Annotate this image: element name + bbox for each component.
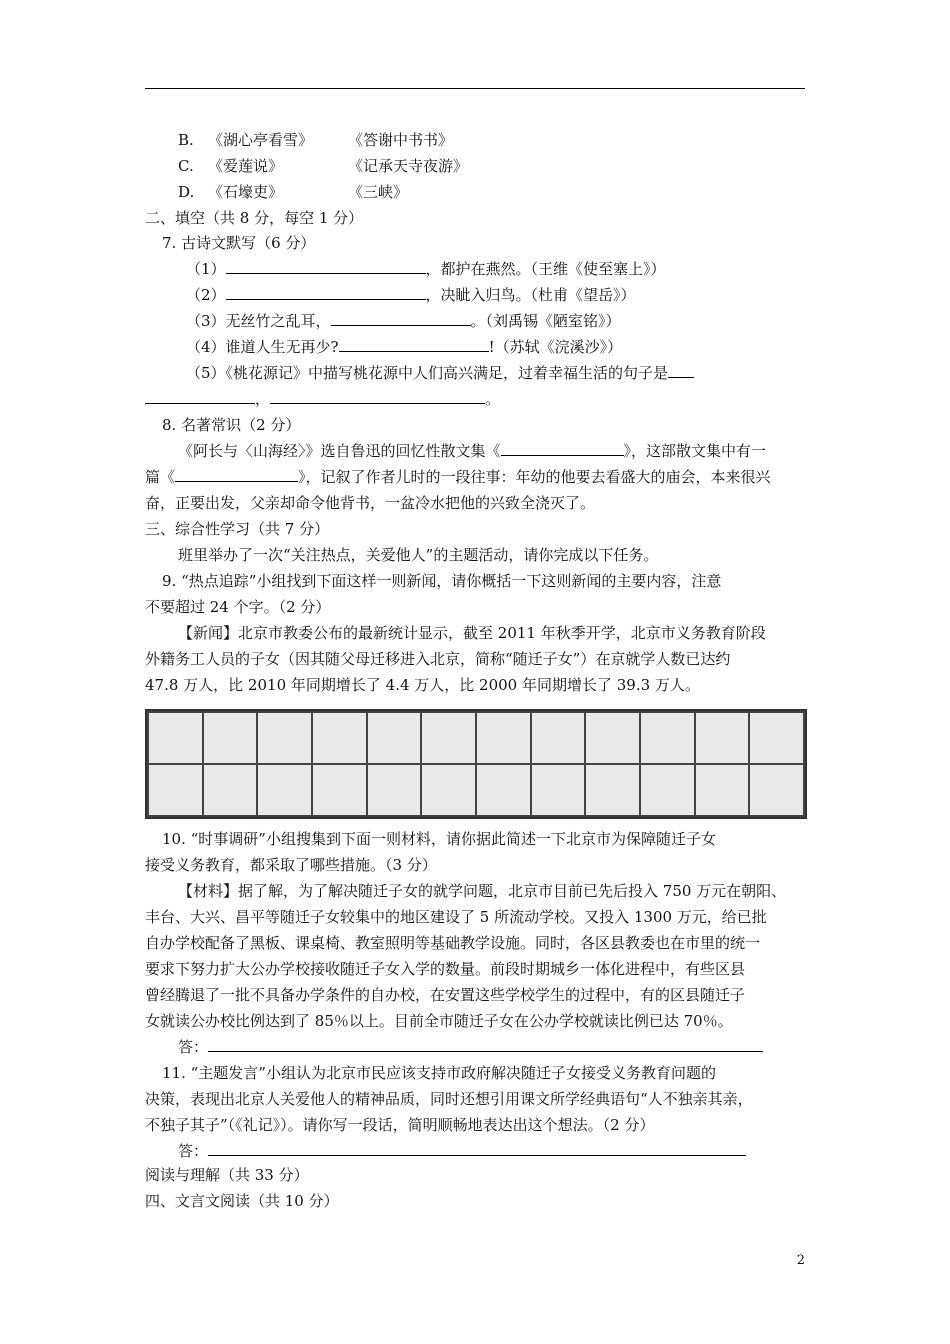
choice-option: 《答谢中书书》 [348, 131, 454, 149]
item-text: 。（刘禹锡《陋室铭》） [470, 312, 621, 330]
question-11-line-2: 决策，表现出北京人关爱他人的精神品质，同时还想引用课文所学经典语句“人不独亲其亲， [145, 1090, 753, 1108]
reading-heading: 阅读与理解（共 33 分） [145, 1166, 309, 1184]
item-text: 《阿长与〈山海经〉》选自鲁迅的回忆性散文集《 [178, 442, 501, 460]
answer-blank[interactable] [339, 335, 489, 352]
question-8: 8. 名著常识（2 分） [162, 416, 301, 434]
question-10-line-2: 接受义务教育，都采取了哪些措施。（3 分） [145, 856, 437, 874]
item-text: ，都护在燕然。（王维《使至塞上》） [425, 260, 666, 278]
q7-item-3 [186, 309, 621, 333]
q7-item-1 [186, 257, 666, 281]
question-9-line-1: 9. “热点追踪”小组找到下面这样一则新闻，请你概括一下这则新闻的主要内容，注意 [162, 572, 722, 590]
section-2-heading: 二、填空（共 8 分，每空 1 分） [145, 209, 364, 227]
item-number: （2） [186, 286, 226, 304]
answer-blank[interactable] [208, 1035, 763, 1052]
q7-item-4 [186, 335, 622, 359]
section-3-intro: 班里举办了一次“关注热点，关爱他人”的主题活动，请你完成以下任务。 [178, 546, 659, 564]
answer-blank[interactable] [175, 465, 298, 482]
answer-blank[interactable] [668, 361, 694, 378]
question-11-line-1: 11. “主题发言”小组认为北京市民应该支持市政府解决随迁子女接受义务教育问题的 [162, 1064, 716, 1082]
choice-option: 《记承天寺夜游》 [348, 157, 469, 175]
answer-blank[interactable] [501, 439, 624, 456]
material-line-4: 要求下努力扩大公办学校接收随迁子女入学的数量。前段时期城乡一体化进程中，有些区县 [145, 960, 746, 978]
q7-item-2 [186, 283, 636, 307]
answer-blank[interactable] [208, 1139, 746, 1156]
choice-option: 《湖心亭看雪》 [208, 131, 314, 149]
material-line-2: 丰台、大兴、昌平等随迁子女较集中的地区建设了 5 所流动学校。又投入 1300 万元，给已批 [145, 908, 767, 926]
section-4-heading: 四、文言文阅读（共 10 分） [145, 1192, 339, 1210]
news-line-2: 外籍务工人员的子女（因其随父母迁移进入北京，简称“随迁子女”）在京就学人数已达约 [145, 650, 731, 668]
choice-b [178, 128, 454, 152]
item-text: 》，记叙了作者儿时的一段往事：年幼的他要去看盛大的庙会，本来很兴 [298, 468, 771, 486]
choice-option: 《三峡》 [348, 183, 409, 201]
item-text: （4）谁道人生无再少? [186, 338, 339, 356]
question-11-line-3: 不独子其子”（《礼记》）。请你写一段话，简明顺畅地表达出这个想法。（2 分） [145, 1116, 655, 1134]
news-line-3: 47.8 万人，比 2010 年同期增长了 4.4 万人，比 2000 年同期增长了 39.3 万人。 [145, 676, 700, 694]
material-line-1: 【材料】据了解，为了解决随迁子女的就学问题，北京市目前已先后投入 750 万元在朝阳、 [178, 882, 787, 900]
news-line-1: 【新闻】北京市教委公布的最新统计显示，截至 2011 年秋季开学，北京市义务教育阶段 [178, 624, 766, 642]
answer-blank[interactable] [270, 387, 485, 404]
q10-answer [178, 1035, 763, 1059]
q8-line-3: 奋，正要出发，父亲却命令他背书，一盆冷水把他的兴致全浇灭了。 [145, 494, 596, 512]
item-text: 篇《 [145, 468, 176, 486]
q11-answer [178, 1139, 746, 1163]
answer-grid[interactable] [145, 709, 807, 819]
choice-option: 《石壕吏》 [208, 183, 284, 201]
choice-label: D. [178, 183, 195, 201]
item-number: （1） [186, 260, 226, 278]
item-text: 。 [485, 390, 501, 408]
choice-label: B. [178, 131, 194, 149]
item-text: ， [255, 390, 271, 408]
answer-blank[interactable] [226, 283, 426, 300]
choice-c [178, 154, 469, 178]
choice-d [178, 180, 409, 204]
choice-option: 《爱莲说》 [208, 157, 284, 175]
material-line-5: 曾经腾退了一批不具备办学条件的自办校，在安置这些学校学生的过程中，有的区县随迁子 [145, 986, 746, 1004]
answer-label: 答： [178, 1142, 209, 1160]
question-10-line-1: 10. “时事调研”小组搜集到下面一则材料，请你据此简述一下北京市为保障随迁子女 [162, 830, 716, 848]
material-line-3: 自办学校配备了黑板、课桌椅、教室照明等基础教学设施。同时，各区县教委也在市里的统一 [145, 934, 761, 952]
answer-blank[interactable] [145, 387, 255, 404]
item-text: （5）《桃花源记》中描写桃花源中人们高兴满足，过着幸福生活的句子是 [186, 364, 669, 382]
item-text: （3）无丝竹之乱耳， [186, 312, 331, 330]
item-text: !（苏轼《浣溪沙》） [488, 338, 623, 356]
question-9-line-2: 不要超过 24 个字。（2 分） [145, 598, 331, 616]
item-text: ，决眦入归鸟。（杜甫《望岳》） [425, 286, 636, 304]
material-line-6: 女就读公办校比例达到了 85％以上。目前全市随迁子女在公办学校就读比例已达 70％。 [145, 1012, 733, 1030]
q8-line-1 [178, 439, 766, 463]
section-3-heading: 三、综合性学习（共 7 分） [145, 520, 330, 538]
page-number: 2 [796, 1253, 805, 1268]
q7-item-5-cont [145, 387, 500, 411]
q8-line-2 [145, 465, 771, 489]
question-7: 7. 古诗文默写（6 分） [162, 234, 316, 252]
answer-blank[interactable] [226, 257, 426, 274]
answer-blank[interactable] [331, 309, 471, 326]
choice-label: C. [178, 157, 194, 175]
answer-label: 答： [178, 1038, 209, 1056]
q7-item-5 [186, 361, 694, 385]
item-text: 》，这部散文集中有一 [623, 442, 767, 460]
header-rule [145, 88, 805, 89]
